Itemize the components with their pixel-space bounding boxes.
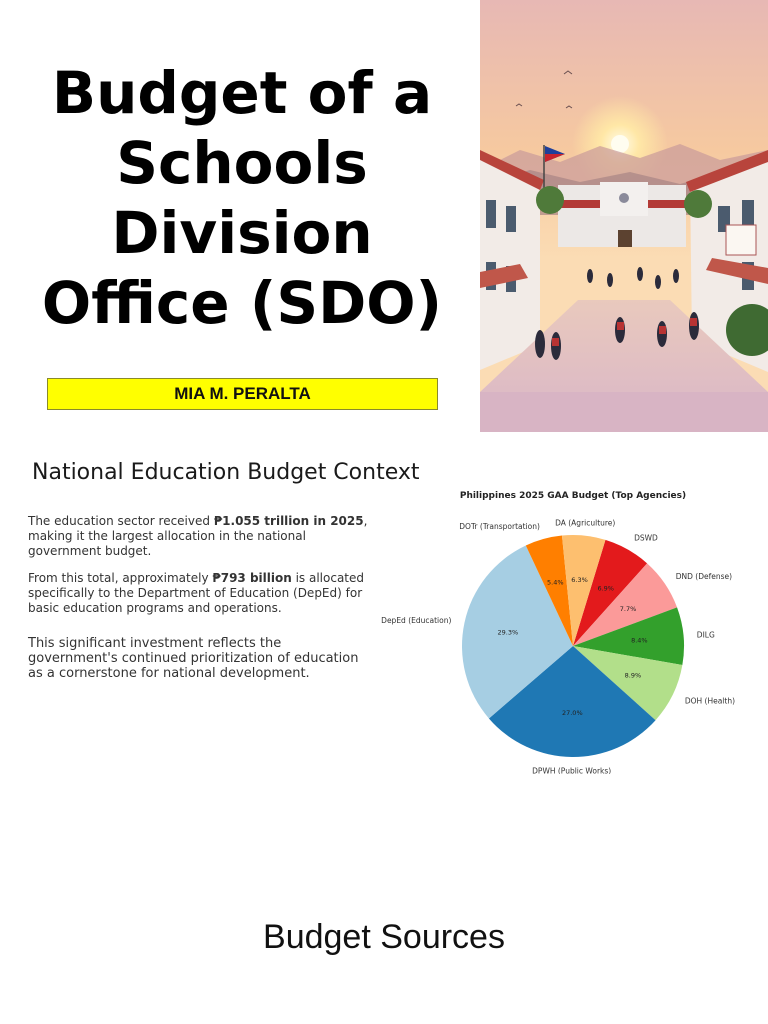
p2-before: From this total, approximately — [28, 571, 213, 585]
pie-category-label-0: DSWD — [634, 533, 658, 543]
paragraph-investment: This significant investment reflects the government's continued prioritization of education as a cornerstone for national development. — [28, 636, 359, 681]
pie-pct-label-6: 5.4% — [547, 578, 564, 587]
paragraph-deped-allocation — [28, 571, 373, 616]
title-line-1: Budget of a — [51, 59, 433, 127]
slide-title — [0, 58, 484, 338]
pie-category-label-1: DND (Defense) — [675, 572, 733, 582]
paragraph-education-allocation — [28, 514, 373, 559]
pie-category-label-4: DPWH (Public Works) — [532, 766, 612, 774]
chart-title: Philippines 2025 GAA Budget (Top Agencies) — [459, 491, 687, 501]
budget-pie-chart — [372, 484, 768, 774]
pie-category-label-3: DOH (Health) — [684, 696, 736, 706]
school-illustration — [480, 0, 768, 432]
pie-pct-label-1: 7.7% — [619, 605, 637, 614]
footer-title: Budget Sources — [263, 918, 505, 956]
pie-category-label-2: DILG — [696, 630, 715, 640]
author-name: MIA M. PERALTA — [47, 378, 438, 410]
p1-bold: ₱1.055 trillion in 2025 — [213, 514, 364, 528]
pie-pct-label-4: 27.0% — [561, 709, 583, 718]
pie-category-label-6: DOTr (Transportation) — [459, 522, 540, 532]
p1-before: The education sector received — [28, 514, 214, 528]
pie-pct-label-5: 29.3% — [497, 628, 519, 637]
pie-pct-label-0: 6.9% — [597, 584, 614, 593]
p1-after: , making it the largest allocation in the national government budget. — [28, 514, 368, 558]
title-line-4: Office (SDO) — [41, 269, 443, 337]
section-heading: National Education Budget Context — [32, 460, 420, 485]
title-line-2: Schools — [116, 129, 368, 197]
pie-chart-svg — [372, 484, 768, 774]
p2-bold: ₱793 billion — [212, 571, 292, 585]
title-line-3: Division — [111, 199, 373, 267]
p2-after: is allocated specifically to the Department of Education (DepEd) for basic education programs and operations. — [28, 571, 365, 615]
pie-category-label-5: DepEd (Education) — [381, 616, 452, 626]
pie-pct-label-3: 8.9% — [624, 671, 642, 680]
pie-pct-label-2: 8.4% — [631, 636, 648, 645]
pie-category-label-7: DA (Agriculture) — [555, 518, 616, 528]
pie-pct-label-7: 6.3% — [571, 576, 588, 585]
